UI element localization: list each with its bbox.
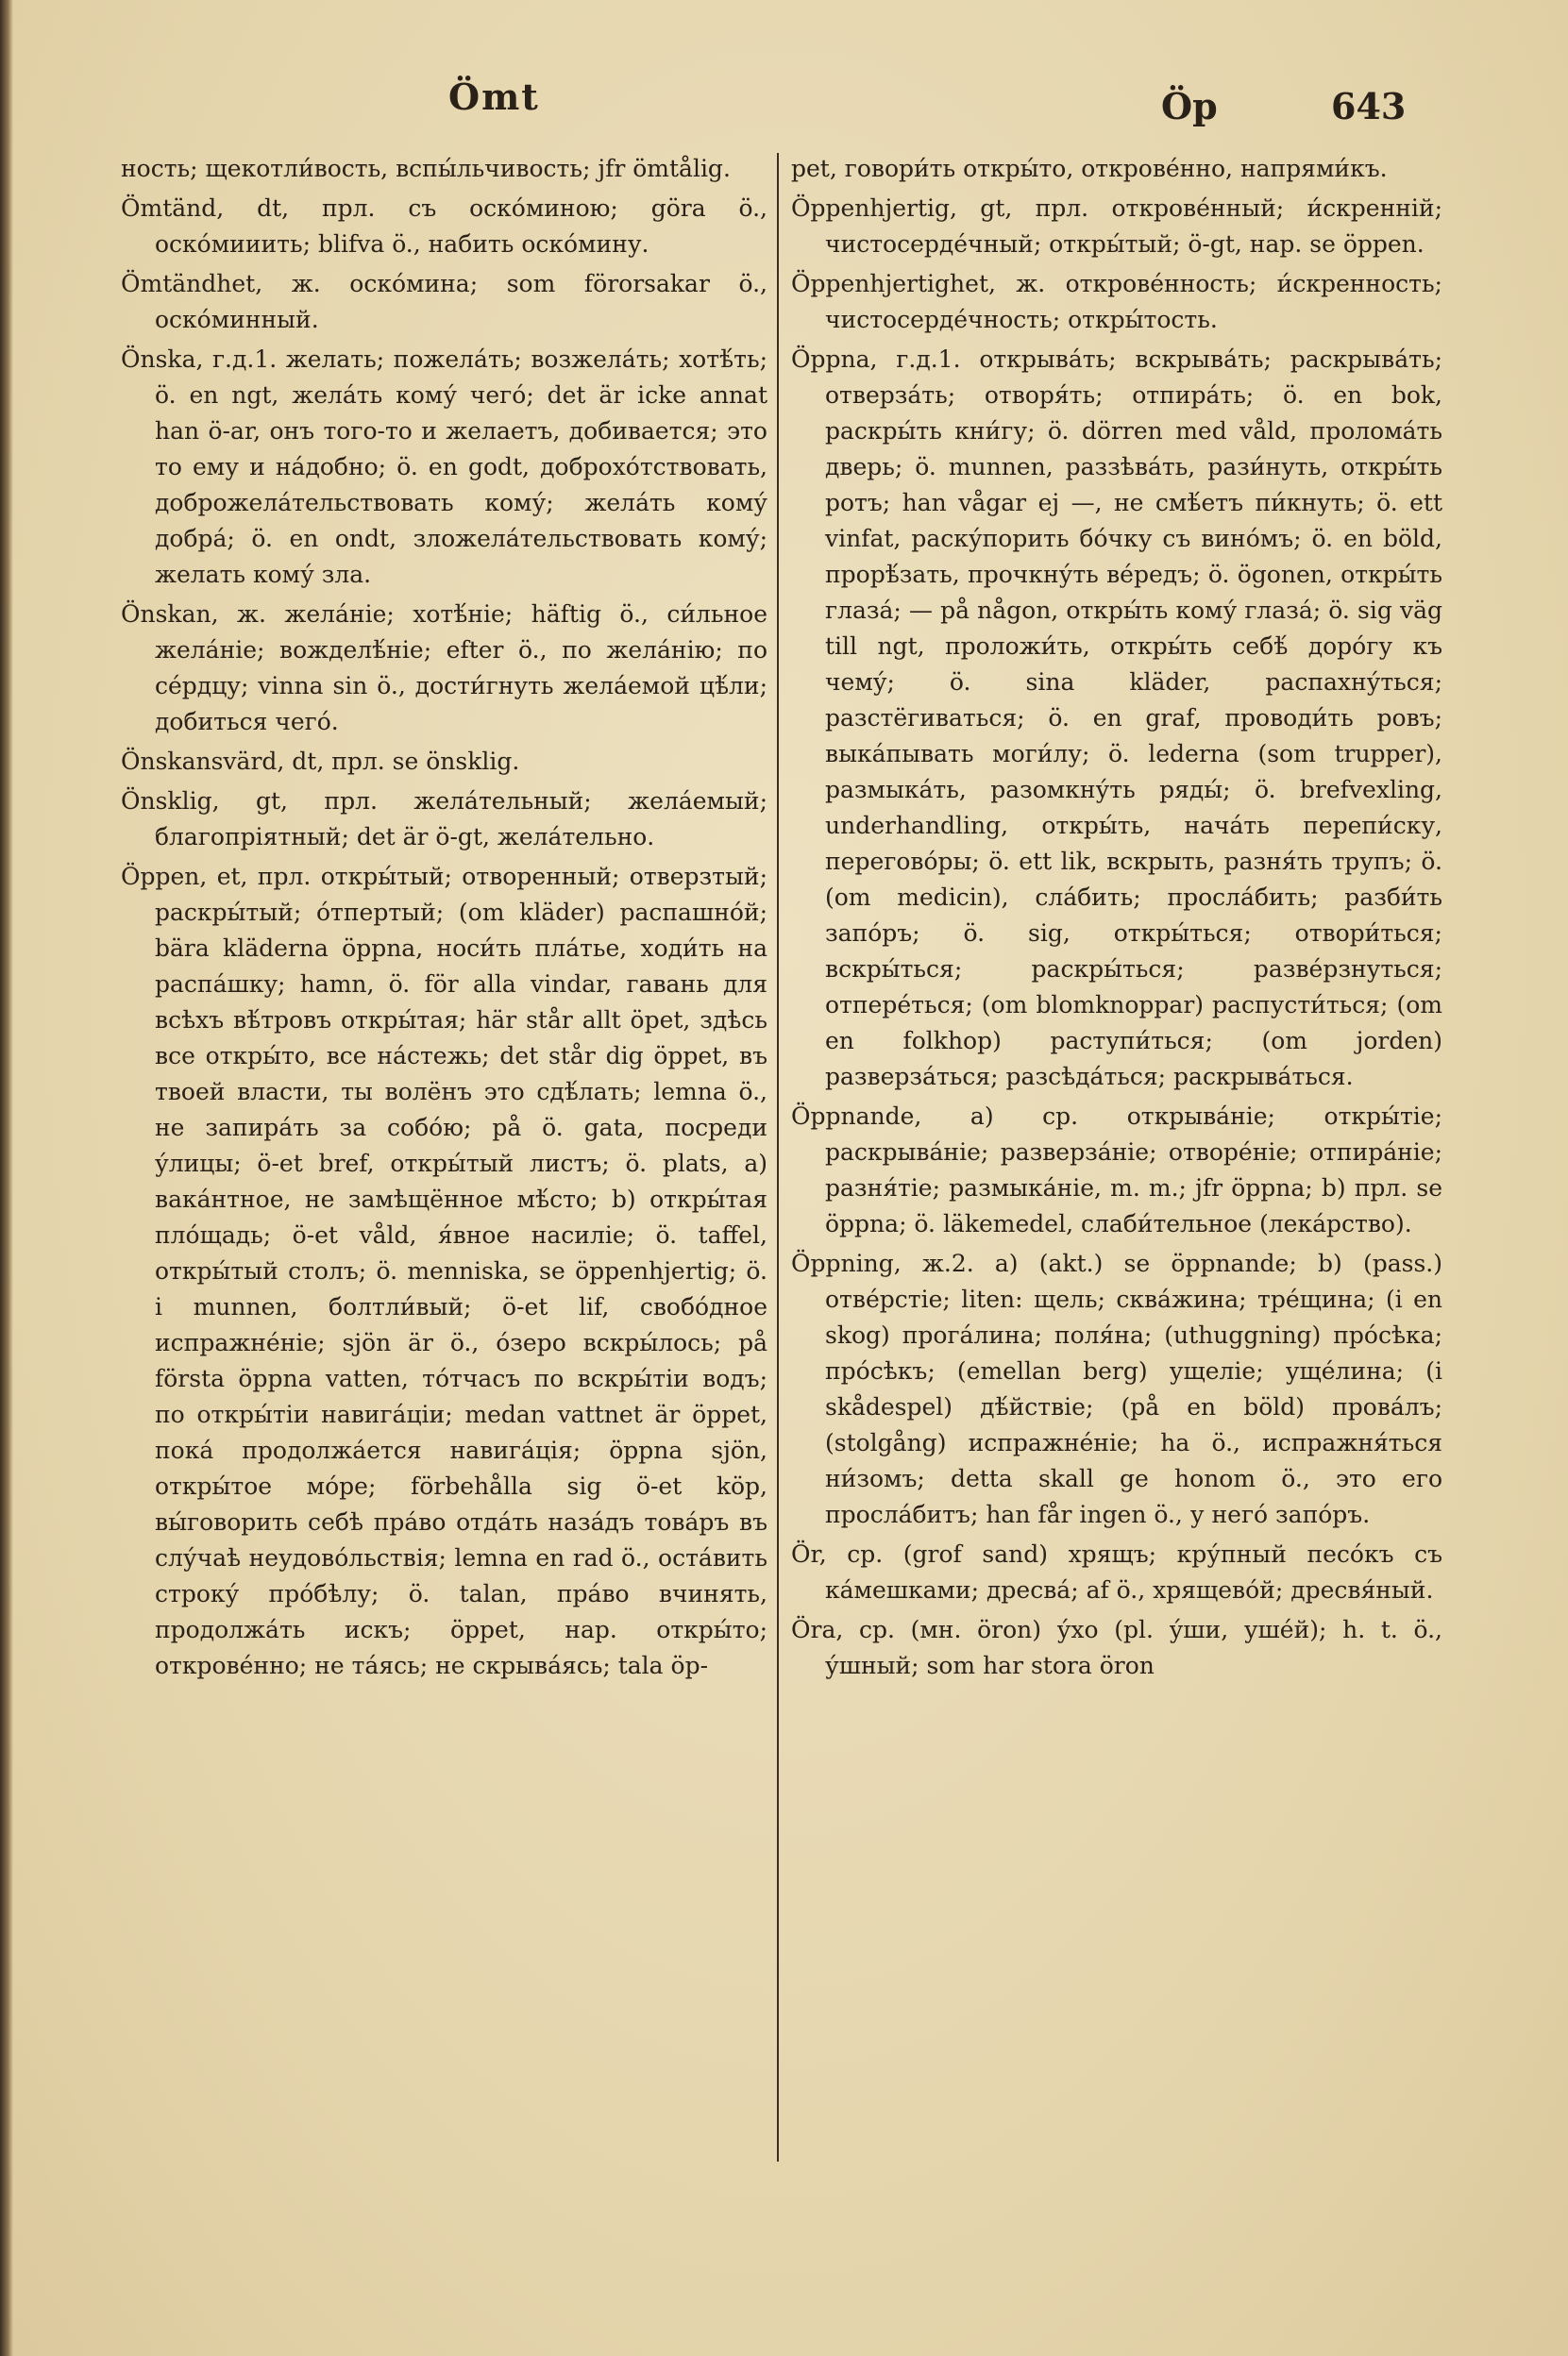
entry-ora: Öra, ср. (мн. öron) у́хо (pl. у́ши, уше́й); h. t. ö., у́шный; som har stora öron: [791, 1616, 1442, 1679]
entry-onsklig: Önsklig, gt, прл. жела́тельный; жела́емый; благопріятный; det är ö-gt, жела́тельно.: [121, 787, 767, 850]
page-number: 643: [1331, 85, 1407, 127]
entry-oppen: Öppen, et, прл. откры́тый; отворенный; отверзтый; раскры́тый; о́тпертый; (om kläder) распашно́й; bära kläderna öppna, носи́ть пла́тье, ходи́ть на распа́шку; hamn, ö. för alla vindar, гавань для всѣхъ вѣ́тровъ откры́тая; här står allt öpet, здѣсь все откры́то, все на́стежь; det står dig öppet, въ твоей власти, ты волёнъ это сдѣ́лать; lemna ö., не запира́ть за собо́ю; på ö. gata, посреди у́лицы; ö-et bref, откры́тый листъ; ö. plats, a) вака́нтное, не замѣщённое мѣ́сто; b) откры́тая пло́щадь; ö-et våld, я́вное насиліе; ö. taffel, откры́тый столъ; ö. menniska, se öppenhjertig; ö. i munnen, болтли́вый; ö-et lif, свобо́дное испражне́ніе; sjön är ö., о́зеро вскры́лось; på första öppna vatten, то́тчасъ по вскры́тіи водъ; по откры́тіи навига́ціи; medan vattnet är öppet, пока́ продолжа́ется навига́ція; öppna sjön, откры́тое мо́ре; förbehålla sig ö-et köp, вы́говорить себѣ пра́во отда́ть наза́дъ това́ръ въ слу́чаѣ неудово́льствія; lemna en rad ö., оста́вить строку́ про́бѣлу; ö. talan, пра́во вчинять, продолжа́ть искъ; öppet, нар. откры́то; открове́нно; не та́ясь; не скрыва́ясь; tala öp-: [121, 863, 767, 1679]
entry-or: Ör, ср. (grof sand) хрящъ; кру́пный песо́къ съ ка́мешками; дресва́; af ö., хрящево́й; дресвя́ный.: [791, 1540, 1442, 1604]
entry-oppenhjertighet: Öppenhjertighet, ж. открове́нность; и́скренность; чистосерде́чность; откры́тость.: [791, 270, 1442, 333]
entry-oppenhjertig: Öppenhjertig, gt, прл. открове́нный; и́скренній; чистосерде́чный; откры́тый; ö-gt, нар. se öppen.: [791, 194, 1442, 258]
page-binding-edge: [0, 0, 13, 2356]
page-header: [113, 76, 1425, 142]
entry-oppning: Öppning, ж.2. a) (akt.) se öppnande; b) (pass.) отве́рстіе; liten: щель; сква́жина; тре́щина; (i en skog) прога́лина; поля́на; (uthuggning) про́сѣка; про́сѣкъ; (emellan berg) ущеліе; уще́лина; (i skådespel) дѣ́йствіе; (på en böld) прова́лъ; (stolgång) испражне́ніе; ha ö., испражня́ться ни́зомъ; detta skall ge honom ö., это его просла́битъ; han får ingen ö., у него́ запо́ръ.: [791, 1250, 1442, 1528]
entry-omtand: Ömtänd, dt, прл. съ оско́миною; göra ö., оско́мииить; blifva ö., набить оско́мину.: [121, 194, 767, 258]
running-head-right: Öp: [1161, 85, 1218, 127]
left-column: [121, 151, 767, 1688]
entry-onska: Önska, г.д.1. желать; пожела́ть; возжела́ть; хотѣ́ть; ö. en ngt, жела́ть кому́ чего́; det är icke annat han ö-ar, онъ того-то и желаетъ, добивается; это то ему и на́добно; ö. en godt, доброхо́тствовать, доброжела́тельствовать кому́; жела́ть кому́ добра́; ö. en ondt, зложела́тельствовать кому́; желать кому́ зла.: [121, 345, 767, 588]
entry-oppnande: Öppnande, a) ср. открыва́ніе; откры́тіе; раскрыва́ніе; разверза́ніе; отворе́ніе; отпира́ніе; разня́тіе; размыка́ніе, m. m.; jfr öppna; b) прл. se öppna; ö. läkemedel, слаби́тельное (лека́рство).: [791, 1102, 1442, 1237]
entry-onskansvard: Önskansvärd, dt, прл. se önsklig.: [121, 748, 520, 775]
entry-omtandhet: Ömtändhet, ж. оско́мина; som förorsakar ö., оско́минный.: [121, 270, 767, 333]
right-column: [791, 151, 1442, 1688]
entry-oppna: Öppna, г.д.1. открыва́ть; вскрыва́ть; раскрыва́ть; отверза́ть; отворя́ть; отпира́ть; ö. en bok, раскры́ть кни́гу; ö. dörren med våld, пролома́ть дверь; ö. munnen, раззѣва́ть, рази́нуть, откры́ть ротъ; han vågar ej —, не смѣ́етъ пи́кнуть; ö. ett vinfat, раску́порить бо́чку съ вино́мъ; ö. en böld, прорѣ́зать, прочкну́ть ве́редъ; ö. ögonen, откры́ть глаза́; — på någon, откры́ть кому́ глаза́; ö. sig väg till ngt, проложи́ть, откры́ть себѣ́ доро́гу къ чему́; ö. sina kläder, распахну́ться; разстёгиваться; ö. en graf, проводи́ть ровъ; выка́пывать моги́лу; ö. lederna (som trupper), размыка́ть, разомкну́ть ряды́; ö. brefvexling, underhandling, откры́ть, нача́ть перепи́ску, перегово́ры; ö. ett lik, вскрыть, разня́ть трупъ; ö. (om medicin), сла́бить; просла́бить; разби́ть запо́ръ; ö. sig, откры́ться; отвори́ться; вскры́ться; раскры́ться; разве́рзнуться; отпере́ться; (om blomknoppar) распусти́ться; (om en folkhop) раступи́ться; (om jorden) разверза́ться; разсѣда́ться; раскрыва́ться.: [791, 345, 1442, 1090]
entry-continuation: ность; щекотли́вость, вспы́льчивость; jfr ömtålig.: [121, 155, 731, 182]
running-head-left: Ömt: [448, 76, 540, 118]
entry-continuation: pet, говори́ть откры́то, открове́нно, напрями́къ.: [791, 155, 1388, 182]
entry-onskan: Önskan, ж. жела́ніе; хотѣ́ніе; häftig ö., си́льное жела́ніе; вожделѣ́ніе; efter ö., по жела́нію; по се́рдцу; vinna sin ö., дости́гнуть жела́емой цѣ́ли; добиться чего́.: [121, 600, 767, 735]
column-divider: [777, 153, 779, 2162]
